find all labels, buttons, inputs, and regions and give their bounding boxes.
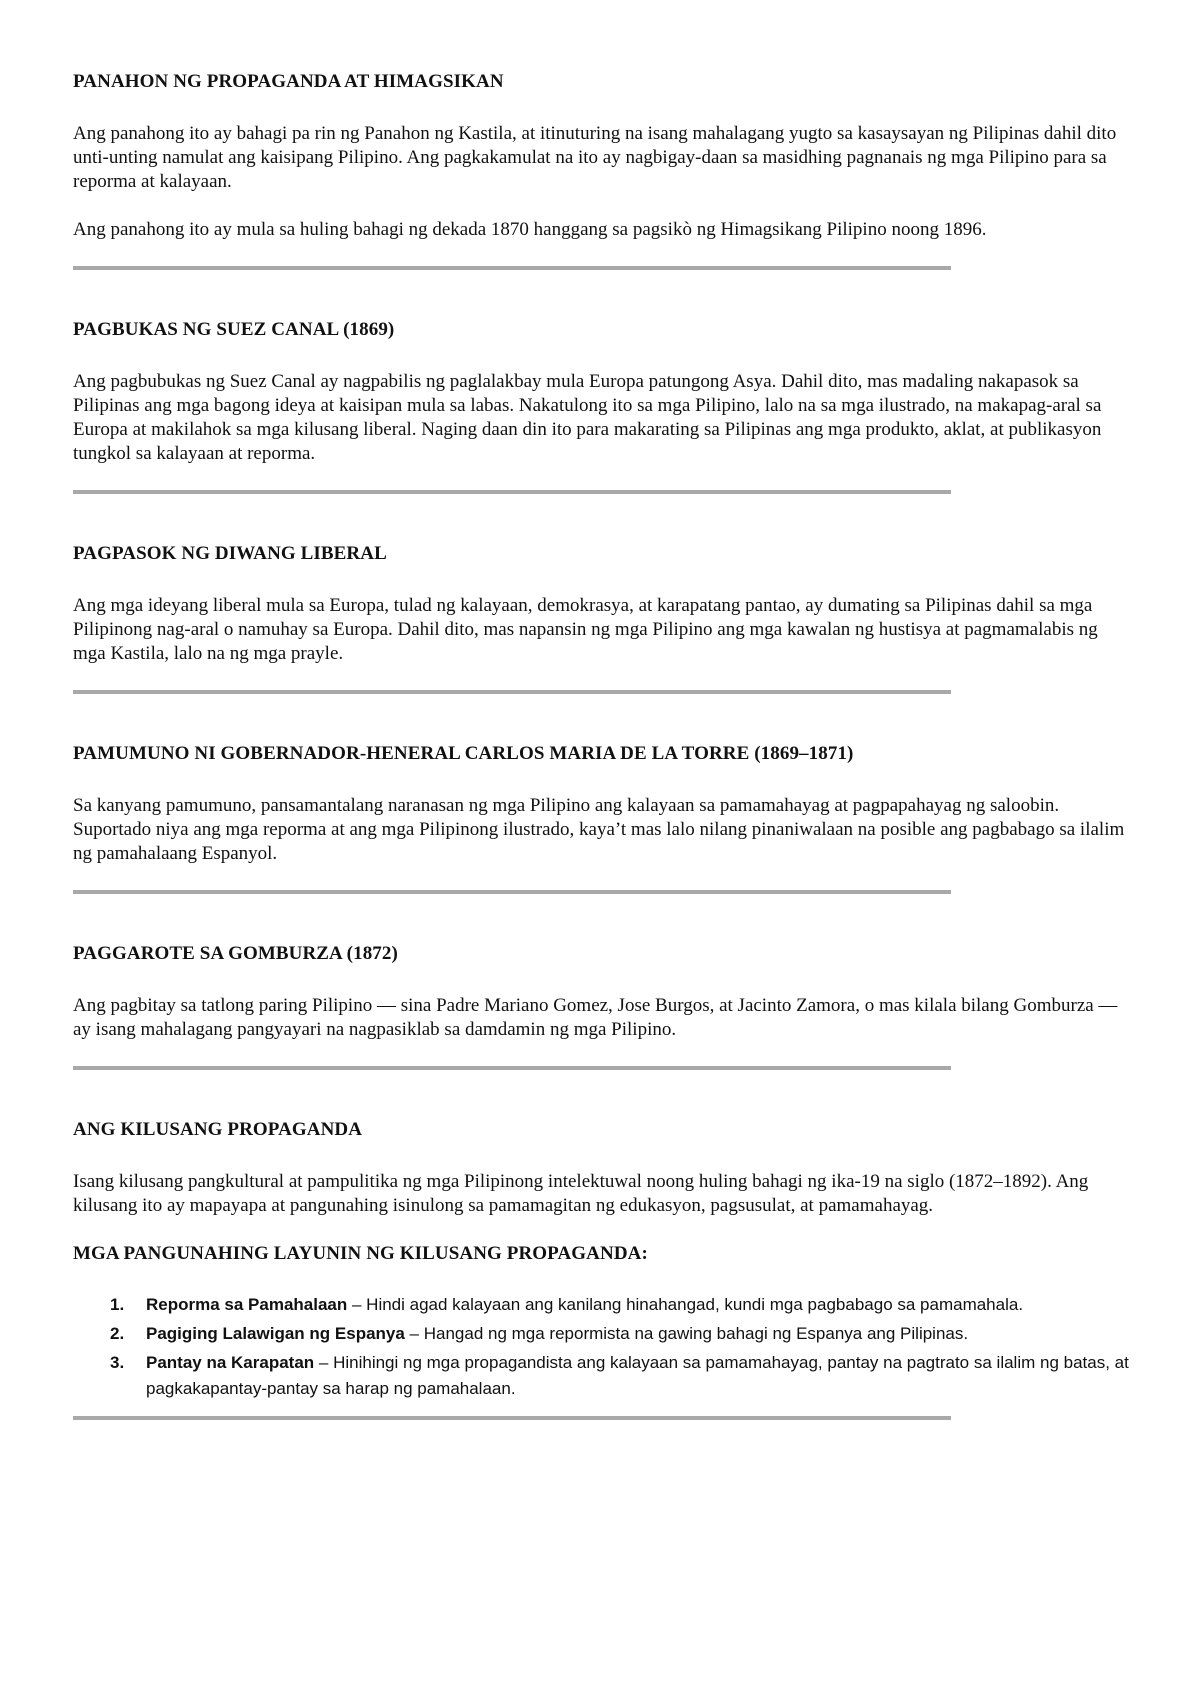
section-paragraph: Isang kilusang pangkultural at pampulitika ng mga Pilipinong intelektuwal noong huling bahagi ng ika-19 na siglo (1872–1892). Ang kilusang ito ay mapayapa at pangunahing isinulong sa pamamagitan ng edukasyon, pagsusulat, at pamamahayag. — [73, 1171, 1089, 1216]
section-kilusang-propaganda — [73, 1118, 1133, 1420]
section-panahon-ng-propaganda — [73, 70, 1133, 270]
goal-term: Reporma sa Pamahalaan — [146, 1295, 348, 1314]
goal-term: Pantay na Karapatan — [146, 1353, 315, 1372]
section-heading: ANG KILUSANG PROPAGANDA — [73, 1119, 363, 1140]
section-heading: PAGGAROTE SA GOMBURZA (1872) — [73, 943, 398, 964]
list-item — [73, 1292, 1133, 1318]
goal-term: Pagiging Lalawigan ng Espanya — [146, 1324, 405, 1343]
list-number: 2. — [110, 1324, 125, 1343]
section-paragraph: Ang pagbitay sa tatlong paring Pilipino — sina Padre Mariano Gomez, Jose Burgos, at Jacinto Zamora, o mas kilala bilang Gomburza — ay isang mahalagang pangyayari na nagpasiklab sa damdamin ng mga Pilipino. — [73, 995, 1118, 1040]
horizontal-divider — [73, 1066, 951, 1070]
section-paragraph: Ang panahong ito ay bahagi pa rin ng Panahon ng Kastila, at itinuturing na isang mahalagang yugto sa kasaysayan ng Pilipinas dahil dito unti-unting namulat ang kaisipang Pilipino. Ang pagkakamulat na ito ay nagbigay-daan sa masidhing pagnanais ng mga Pilipino para sa reporma at kalayaan. — [73, 123, 1117, 192]
section-heading: PAGBUKAS NG SUEZ CANAL (1869) — [73, 319, 395, 340]
section-heading: PANAHON NG PROPAGANDA AT HIMAGSIKAN — [73, 71, 504, 92]
section-suez-canal — [73, 318, 1133, 494]
horizontal-divider — [73, 890, 951, 894]
section-paragraph: Ang pagbubukas ng Suez Canal ay nagpabilis ng paglalakbay mula Europa patungong Asya. Dahil dito, mas madaling nakapasok sa Pilipinas ang mga bagong ideya at kaisipan mula sa labas. Nakatulong ito sa mga Pilipino, lalo na sa mga ilustrado, na makapag-aral sa Europa at makilahok sa mga kilusang liberal. Naging daan din ito para makarating sa Pilipinas ang mga produkto, aklat, at publikasyon tungkol sa kalayaan at reporma. — [73, 371, 1102, 464]
list-item — [73, 1321, 1133, 1347]
goal-description: – Hindi agad kalayaan ang kanilang hinahangad, kundi mga pagbabago sa pamamahala. — [347, 1295, 1024, 1314]
section-heading: PAGPASOK NG DIWANG LIBERAL — [73, 543, 387, 564]
section-diwang-liberal — [73, 542, 1133, 694]
document-page — [73, 70, 1133, 1468]
section-paragraph: Ang mga ideyang liberal mula sa Europa, tulad ng kalayaan, demokrasya, at karapatang pantao, ay dumating sa Pilipinas dahil sa mga Pilipinong nag-aral o namuhay sa Europa. Dahil dito, mas napansin ng mga Pilipino ang mga kawalan ng hustisya at pagmamalabis ng mga Kastila, lalo na ng mga prayle. — [73, 595, 1098, 664]
horizontal-divider — [73, 490, 951, 494]
section-de-la-torre — [73, 742, 1133, 894]
goals-subheading: MGA PANGUNAHING LAYUNIN NG KILUSANG PROPAGANDA: — [73, 1243, 648, 1264]
horizontal-divider — [73, 690, 951, 694]
horizontal-divider — [73, 1416, 951, 1420]
section-paragraph: Ang panahong ito ay mula sa huling bahagi ng dekada 1870 hanggang sa pagsikò ng Himagsikang Pilipino noong 1896. — [73, 219, 987, 240]
section-heading: PAMUMUNO NI GOBERNADOR-HENERAL CARLOS MARIA DE LA TORRE (1869–1871) — [73, 743, 854, 764]
horizontal-divider — [73, 266, 951, 270]
section-gomburza — [73, 942, 1133, 1070]
list-item — [73, 1350, 1133, 1402]
goals-list — [73, 1292, 1133, 1402]
list-number: 1. — [110, 1295, 125, 1314]
list-number: 3. — [110, 1353, 125, 1372]
goal-description: – Hinihingi ng mga propagandista ang kalayaan sa pamamahayag, pantay na pagtrato sa ilalim ng batas, at pagkakapantay-pantay sa harap ng pamahalaan. — [146, 1353, 1129, 1398]
section-paragraph: Sa kanyang pamumuno, pansamantalang naranasan ng mga Pilipino ang kalayaan sa pamamahayag at pagpapahayag ng saloobin. Suportado niya ang mga reporma at ang mga Pilipinong ilustrado, kaya’t mas lalo nilang pinaniwalaan na posible ang pagbabago sa ilalim ng pamahalaang Espanyol. — [73, 795, 1125, 864]
goal-description: – Hangad ng mga repormista na gawing bahagi ng Espanya ang Pilipinas. — [404, 1324, 969, 1343]
